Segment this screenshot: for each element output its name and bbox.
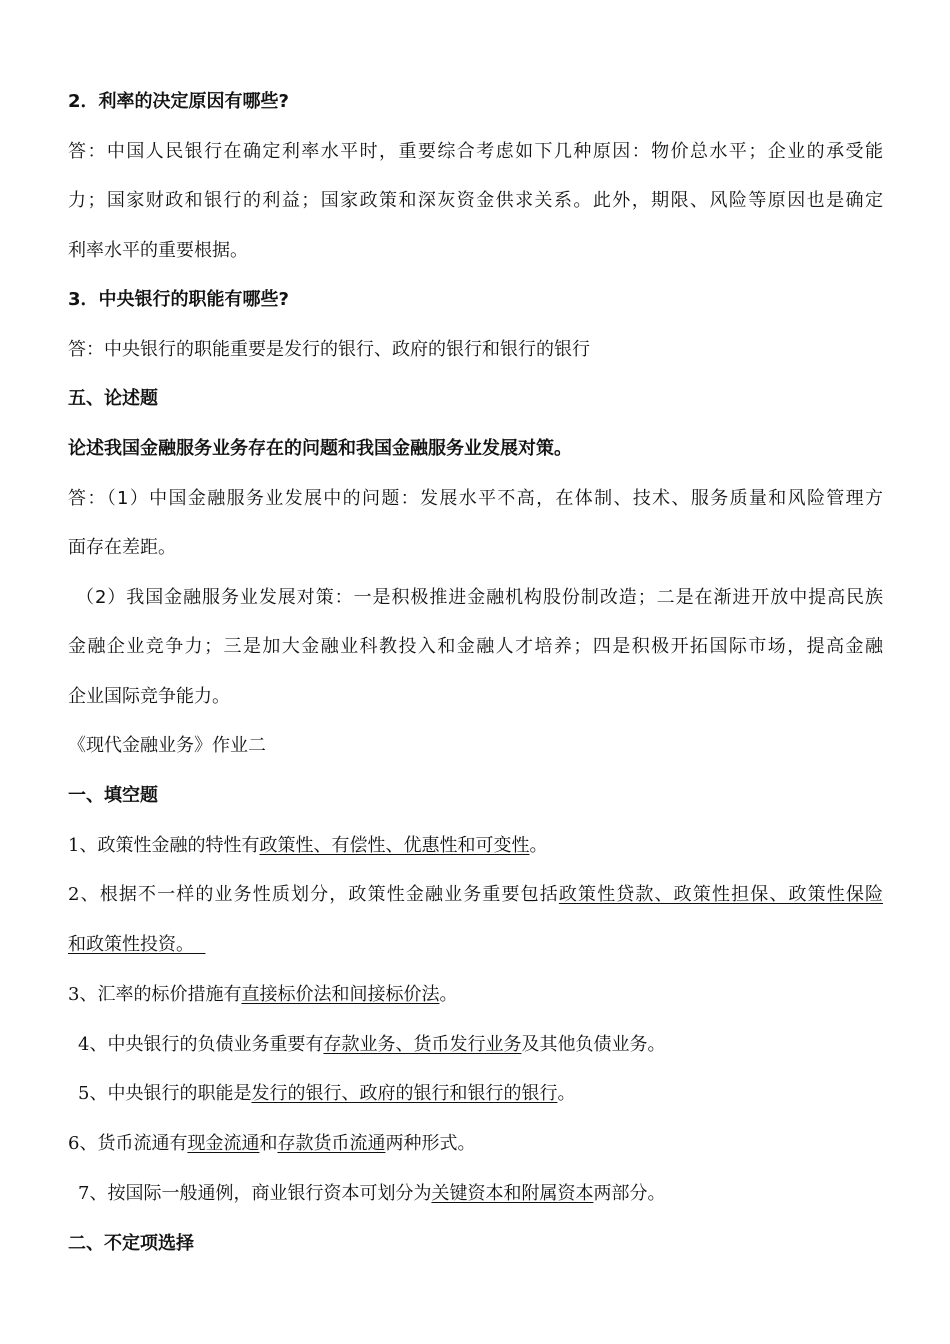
section-2-heading: 二、不定项选择 (68, 1233, 194, 1254)
fill-blank-item-5 (78, 1081, 893, 1107)
item-suffix: 两部分。 (593, 1183, 666, 1204)
fill-blank-item-2-continued (68, 932, 883, 958)
fill-blank-item-7 (78, 1181, 893, 1207)
fill-blank-item-2 (68, 882, 883, 908)
question-3-answer: 答：中央银行的职能重要是发行的银行、政府的银行和银行的银行 (68, 339, 590, 360)
item-answer-continued: 和政策性投资。 (68, 934, 194, 955)
item-text: 政策性金融的特性有 (97, 835, 260, 856)
fill-blank-item-3 (68, 982, 883, 1008)
essay-answer-part2-line-1: （2）我国金融服务业发展对策：一是积极推进金融机构股份制改造；二是在渐进开放中提高民族 (76, 587, 883, 608)
item-number: 2、 (68, 884, 100, 905)
fill-blank-item-6 (68, 1131, 883, 1157)
question-2-title: 2．利率的决定原因有哪些? (68, 91, 289, 112)
item-suffix: 及其他负债业务。 (521, 1034, 666, 1055)
item-answer: 直接标价法和间接标价法 (241, 984, 440, 1005)
item-number: 4、 (78, 1034, 108, 1055)
essay-question: 论述我国金融服务业务存在的问题和我国金融服务业发展对策。 (68, 438, 572, 459)
item-number: 5、 (78, 1083, 108, 1104)
item-suffix: 。 (557, 1083, 576, 1104)
item-answer: 政策性贷款、政策性担保、政策性保险 (558, 884, 884, 905)
item-text: 根据不一样的业务性质划分，政策性金融业务重要包括 (99, 884, 559, 905)
item-text: 按国际一般通例，商业银行资本可划分为 (107, 1183, 432, 1204)
item-number: 6、 (68, 1133, 98, 1154)
item-number: 7、 (78, 1183, 108, 1204)
essay-answer-part1-line-2: 面存在差距。 (68, 537, 176, 558)
essay-answer-part1-line-1: 答：（1）中国金融服务业发展中的问题：发展水平不高，在体制、技术、服务质量和风险管理方 (68, 488, 883, 509)
essay-answer-part2-line-2: 金融企业竞争力；三是加大金融业科教投入和金融人才培养；四是积极开拓国际市场，提高金融 (68, 636, 883, 657)
item-answer: 发行的银行、政府的银行和银行的银行 (251, 1083, 558, 1104)
answer-trailing-blank (194, 934, 205, 955)
item-answer: 政策性、有偿性、优惠性和可变性 (259, 835, 530, 856)
item-answer: 存款业务、货币发行业务 (323, 1034, 522, 1055)
item-suffix: 两种形式。 (385, 1133, 476, 1154)
item-text: 汇率的标价措施有 (97, 984, 242, 1005)
fill-blank-item-1 (68, 833, 883, 859)
question-2-answer-line-3: 利率水平的重要根据。 (68, 240, 248, 261)
item-connector: 和 (259, 1133, 278, 1154)
homework-2-title: 《现代金融业务》作业二 (68, 735, 266, 756)
question-2-answer-line-2: 力；国家财政和银行的利益；国家政策和深灰资金供求关系。此外，期限、风险等原因也是确定 (68, 190, 883, 211)
item-text: 货币流通有 (97, 1133, 188, 1154)
section-1-heading: 一、填空题 (68, 785, 158, 806)
item-text: 中央银行的负债业务重要有 (107, 1034, 324, 1055)
item-answer-2: 存款货币流通 (277, 1133, 386, 1154)
item-answer: 关键资本和附属资本 (431, 1183, 594, 1204)
item-suffix: 。 (529, 835, 548, 856)
section-5-heading: 五、论述题 (68, 388, 158, 409)
item-suffix: 。 (439, 984, 458, 1005)
item-text: 中央银行的职能是 (107, 1083, 252, 1104)
fill-blank-item-4 (78, 1032, 893, 1058)
item-number: 3、 (68, 984, 98, 1005)
question-3-title: 3．中央银行的职能有哪些? (68, 289, 289, 310)
item-answer: 现金流通 (187, 1133, 260, 1154)
item-number: 1、 (68, 835, 98, 856)
essay-answer-part2-line-3: 企业国际竞争能力。 (68, 686, 230, 707)
question-2-answer-line-1: 答：中国人民银行在确定利率水平时，重要综合考虑如下几种原因：物价总水平；企业的承受能 (68, 141, 883, 162)
